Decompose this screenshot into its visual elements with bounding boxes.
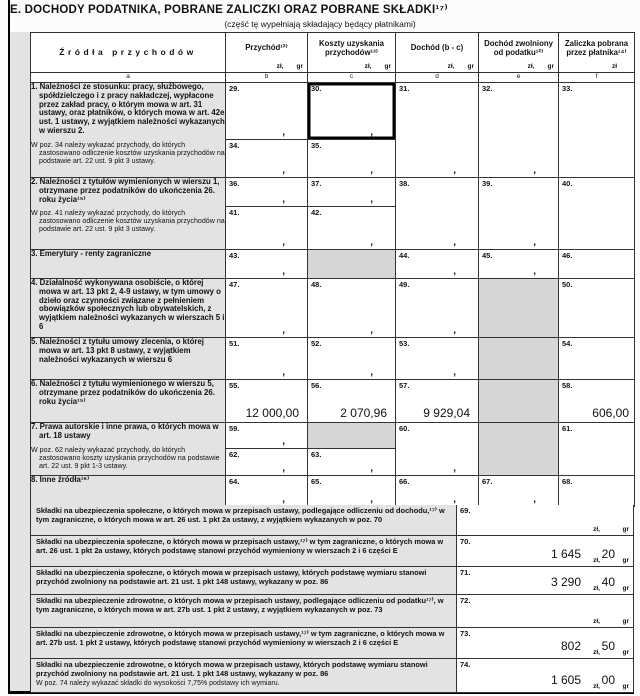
gr-unit-label: gr <box>622 683 629 690</box>
field-70-gr-value: 20 <box>601 547 615 561</box>
contrib-72-label: Składki na ubezpieczenie zdrowotne, o których mowa w przepisach ustawy, podlegające odliczeniu od podatku¹⁷⁾, w tym zagraniczne, o których mowa w art. 27b ust. 1 pkt 2 ustawy, z wyjątkiem wykazanych w poz. 73 <box>31 595 457 627</box>
field-52[interactable]: 52. , <box>308 338 396 380</box>
field-66[interactable]: 66. , <box>396 476 479 507</box>
decimal-comma: , <box>453 494 456 505</box>
field-56[interactable]: 56. 2 070,96 <box>308 380 396 423</box>
decimal-comma: , <box>453 325 456 336</box>
contrib-row-72 <box>30 595 634 628</box>
blocked-cell-row7-koszty <box>308 423 396 449</box>
field-57[interactable]: 57. 9 929,04 <box>396 380 479 423</box>
contrib-row-69 <box>30 505 634 536</box>
field-71-gr-value: 40 <box>601 575 615 589</box>
contrib-row-73 <box>30 628 634 659</box>
field-73-zl-value: 802 <box>560 639 581 653</box>
form-margin-strip <box>10 32 30 691</box>
row1-label: 1. Należności ze stosunku: pracy, służbowego, spółdzielczego i z pracy nakładczej, wypłacone przez zakład pracy, o którym mowa w art. 31 ustawy, oraz płatników, o których mowa w art. 42e ust. 1 ustawy, z wyjątkiem należności wykazanych w wierszu 2. W poz. 34 należy wykazać przychody, do których zastosowano odliczenie kosztów uzyskania przychodów na podstawie art. 22 ust. 9 pkt 3 ustawy. <box>31 83 226 178</box>
field-58[interactable]: 58. 606,00 <box>559 380 635 423</box>
column-header-dochod-zwolniony: Dochód zwolniony od podatku¹²⁾ zł, gr <box>479 33 559 73</box>
field-39[interactable]: 39. , <box>479 178 559 250</box>
gr-unit-label: gr <box>622 618 629 625</box>
column-letter-c: c <box>308 73 396 83</box>
unit-labels: zł <box>611 63 617 71</box>
field-36[interactable]: 36. , <box>226 178 308 207</box>
income-table <box>30 32 635 507</box>
field-70-zl-value: 1 645 <box>550 547 581 561</box>
field-67[interactable]: 67. , <box>479 476 559 507</box>
unit-labels: zł, gr <box>276 63 303 71</box>
field-41[interactable]: 41. , <box>226 207 308 250</box>
field-74[interactable]: 74. 1 605 zł, 00 gr <box>457 659 633 692</box>
column-letter-f: f <box>559 73 635 83</box>
decimal-comma: , <box>370 494 373 505</box>
field-44[interactable]: 44. , <box>396 250 479 279</box>
decimal-comma: , <box>453 463 456 474</box>
field-48[interactable]: 48. , <box>308 279 396 338</box>
field-74-gr-value: 00 <box>601 673 615 687</box>
field-63[interactable]: 63. , <box>308 449 396 476</box>
row6-label: 6. Należności z tytułu wymienionego w wierszu 5, otrzymane przez podatników do ukończenia 26. roku życia¹⁵⁾ <box>31 380 226 423</box>
decimal-comma: , <box>282 194 285 205</box>
field-72[interactable]: 72. zł, gr <box>457 595 633 627</box>
field-65[interactable]: 65. , <box>308 476 396 507</box>
decimal-comma: , <box>282 165 285 176</box>
decimal-comma: , <box>282 367 285 378</box>
field-71[interactable]: 71. 3 290 zł, 40 gr <box>457 567 633 594</box>
decimal-comma: , <box>282 266 285 277</box>
field-71-zl-value: 3 290 <box>550 575 581 589</box>
field-60[interactable]: 60. , <box>396 423 479 476</box>
decimal-comma: , <box>533 266 536 277</box>
field-61[interactable]: 61. <box>559 423 635 476</box>
zl-unit-label: zł, <box>593 683 600 690</box>
gr-unit-label: gr <box>622 585 629 592</box>
gr-unit-label: gr <box>622 649 629 656</box>
field-35[interactable]: 35. , <box>308 140 396 178</box>
field-56-value: 2 070,96 <box>340 406 387 420</box>
blocked-cell-row7-zwolniony <box>479 423 559 476</box>
contrib-73-label: Składki na ubezpieczenie zdrowotne, o których mowa w przepisach ustawy,¹⁷⁾ w tym zagraniczne, o których mowa w art. 27b ust. 1 pkt 2 ustawy, których podstawę stanowi przychód wymieniony w wierszach 2 i 6 części E <box>31 628 457 658</box>
field-58-value: 606,00 <box>592 406 629 420</box>
field-73[interactable]: 73. 802 zł, 50 gr <box>457 628 633 658</box>
contrib-70-label: Składki na ubezpieczenia społeczne, o których mowa w przepisach ustawy,¹⁷⁾ w tym zagraniczne, o których mowa w art. 26 ust. 1 pkt 2a ustawy, których podstawę stanowi przychód wymieniony w wierszach 2 i 6 części E <box>31 536 457 566</box>
field-34[interactable]: 34. , <box>226 140 308 178</box>
field-64[interactable]: 64. , <box>226 476 308 507</box>
field-42[interactable]: 42. , <box>308 207 396 250</box>
column-header-sources: Źródła przychodów <box>31 33 226 73</box>
field-59[interactable]: 59. , <box>226 423 308 449</box>
zl-unit-label: zł, <box>593 557 600 564</box>
decimal-comma: , <box>370 194 373 205</box>
field-51[interactable]: 51. , <box>226 338 308 380</box>
zl-unit-label: zł, <box>593 585 600 592</box>
decimal-comma: , <box>453 237 456 248</box>
field-74-zl-value: 1 605 <box>550 673 581 687</box>
field-32[interactable]: 32. , <box>479 83 559 178</box>
field-73-gr-value: 50 <box>601 639 615 653</box>
field-30[interactable]: 30. , <box>308 83 396 140</box>
column-letter-a: a <box>31 73 226 83</box>
field-46[interactable]: 46. <box>559 250 635 279</box>
decimal-comma: , <box>533 237 536 248</box>
zl-unit-label: zł, <box>593 618 600 625</box>
zl-unit-label: zł, <box>593 526 600 533</box>
blocked-cell-row4-zwolniony <box>479 279 559 338</box>
decimal-comma: , <box>533 165 536 176</box>
row5-label: 5. Należności z tytułu umowy zlecenia, o której mowa w art. 13 pkt 8 ustawy, z wyjątkiem należności wykazanych w wierszu 6 <box>31 338 226 380</box>
field-50[interactable]: 50. <box>559 279 635 338</box>
column-header-koszty: Koszty uzyskania przychodów¹³⁾ zł, gr <box>308 33 396 73</box>
decimal-comma: , <box>370 127 373 138</box>
decimal-comma: , <box>370 325 373 336</box>
field-70[interactable]: 70. 1 645 zł, 20 gr <box>457 536 633 566</box>
blocked-cell-row5-zwolniony <box>479 338 559 380</box>
field-55-value: 12 000,00 <box>245 406 299 420</box>
decimal-comma: , <box>282 325 285 336</box>
column-header-dochod: Dochód (b - c) zł, gr <box>396 33 479 73</box>
column-header-przychod: Przychód¹²⁾ zł, gr <box>226 33 308 73</box>
field-62[interactable]: 62. , <box>226 449 308 476</box>
column-header-zaliczka: Zaliczka pobrana przez płatnika¹⁴⁾ zł <box>559 33 635 73</box>
decimal-comma: , <box>282 494 285 505</box>
field-43[interactable]: 43. , <box>226 250 308 279</box>
decimal-comma: , <box>282 436 285 447</box>
row2-label: 2. Należności z tytułów wymienionych w wierszu 1, otrzymane przez podatników do ukończenia 26. roku życia¹⁵⁾ W poz. 41 należy wykazać przychody, do których zastosowano odliczenie kosztów uzyskania przychodów na podstawie art. 22 ust. 9 pkt 3 ustawy. <box>31 178 226 250</box>
field-37[interactable]: 37. , <box>308 178 396 207</box>
gr-unit-label: gr <box>622 526 629 533</box>
contrib-74-label: Składki na ubezpieczenie zdrowotne, o których mowa w przepisach ustawy, których podstawę wymiaru stanowi przychód zwolniony na podstawie art. 21 ust. 1 pkt 148 ustawy, wykazany w poz. 86 W poz. 74 należy wykazać składki do wysokości 7,75% podstawy ich wymiaru. <box>31 659 457 692</box>
blocked-cell-row3-koszty <box>308 250 396 279</box>
field-47[interactable]: 47. , <box>226 279 308 338</box>
contrib-row-71 <box>30 567 634 595</box>
decimal-comma: , <box>370 367 373 378</box>
decimal-comma: , <box>453 165 456 176</box>
row4-label: 4. Działalność wykonywana osobiście, o której mowa w art. 13 pkt 2, 4-9 ustawy, w tym umowy o dzieło oraz czynności związane z pełnieniem obowiązków społecznych lub obywatelskich, z wyjątkiem należności wykazanych w wierszach 5 i 6 <box>31 279 226 338</box>
decimal-comma: , <box>282 237 285 248</box>
contrib-69-label: Składki na ubezpieczenia społeczne, o których mowa w przepisach ustawy, podlegające odliczeniu od dochodu,¹⁷⁾ w tym zagraniczne, o których mowa w art. 26 ust. 1 pkt 2a ustawy, z wyjątkiem wykazanych w poz. 70 <box>31 505 457 535</box>
gr-unit-label: gr <box>622 557 629 564</box>
field-31[interactable]: 31. , <box>396 83 479 178</box>
decimal-comma: , <box>282 463 285 474</box>
decimal-comma: , <box>453 367 456 378</box>
section-subtitle: (część tę wypełniają składający będący płatnikami) <box>224 19 416 29</box>
column-letter-e: e <box>479 73 559 83</box>
field-49[interactable]: 49. , <box>396 279 479 338</box>
decimal-comma: , <box>370 165 373 176</box>
decimal-comma: , <box>533 494 536 505</box>
row3-label: 3. Emerytury - renty zagraniczne <box>31 250 226 279</box>
unit-labels: zł, gr <box>527 63 554 71</box>
field-33[interactable]: 33. <box>559 83 635 178</box>
section-title: E. DOCHODY PODATNIKA, POBRANE ZALICZKI ORAZ POBRANE SKŁADKI¹⁷⁾ <box>10 4 448 16</box>
field-57-value: 9 929,04 <box>423 406 470 420</box>
decimal-comma: , <box>370 237 373 248</box>
field-54[interactable]: 54. <box>559 338 635 380</box>
contrib-row-74 <box>30 659 634 693</box>
field-45[interactable]: 45. , <box>479 250 559 279</box>
row7-label: 7. Prawa autorskie i inne prawa, o których mowa w art. 18 ustawy W poz. 62 należy wykazać przychody, do których zastosowano koszty uzyskania przychodów na podstawie art. 22 ust. 9 pkt 1-3 ustawy. <box>31 423 226 476</box>
contrib-71-label: Składki na ubezpieczenia społeczne, o których mowa w przepisach ustawy, których podstawę wymiaru stanowi przychód zwolniony na podstawie art. 21 ust. 1 pkt 148 ustawy, wykazany w poz. 86 <box>31 567 457 594</box>
row8-label: 8. Inne źródła¹⁶⁾ <box>31 476 226 507</box>
column-letter-d: d <box>396 73 479 83</box>
unit-labels: zł, gr <box>447 63 474 71</box>
field-53[interactable]: 53. , <box>396 338 479 380</box>
zl-unit-label: zł, <box>593 649 600 656</box>
contributions-section <box>30 505 634 693</box>
contrib-74-note: W poz. 74 należy wykazać składki do wysokości 7,75% podstawy ich wymiaru. <box>36 680 280 688</box>
unit-labels: zł, gr <box>364 63 391 71</box>
contrib-row-70 <box>30 536 634 567</box>
field-38[interactable]: 38. , <box>396 178 479 250</box>
field-69[interactable]: 69. zł, gr <box>457 505 633 535</box>
decimal-comma: , <box>453 266 456 277</box>
field-40[interactable]: 40. <box>559 178 635 250</box>
blocked-cell-row6-zwolniony <box>479 380 559 423</box>
column-letter-b: b <box>226 73 308 83</box>
decimal-comma: , <box>370 463 373 474</box>
field-68[interactable]: 68. <box>559 476 635 507</box>
field-29[interactable]: 29. , <box>226 83 308 140</box>
decimal-comma: , <box>282 127 285 138</box>
field-55[interactable]: 55. 12 000,00 <box>226 380 308 423</box>
